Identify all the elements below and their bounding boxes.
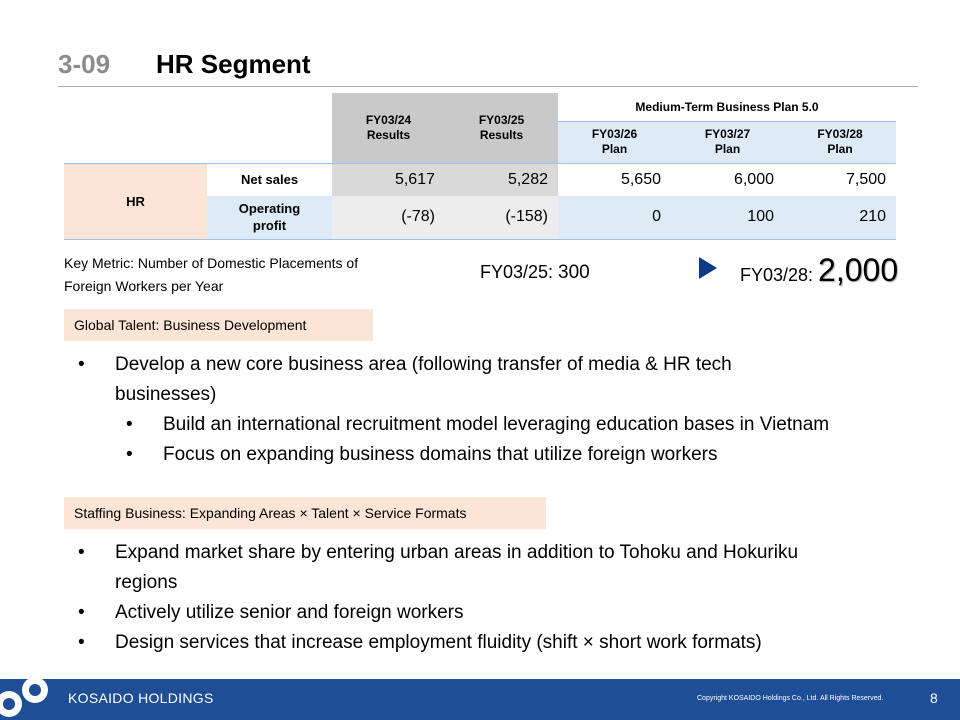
section-heading-global-talent: Global Talent: Business Development	[64, 309, 373, 341]
table-cell: 5,650	[558, 163, 671, 196]
list-item	[64, 598, 924, 628]
list-item-text: regions	[115, 572, 178, 593]
arrow-right-icon	[699, 257, 717, 279]
table-cell: 0	[558, 196, 671, 239]
table-row	[64, 163, 896, 196]
section-number: 3-09	[58, 49, 111, 79]
row-label-net-sales	[207, 163, 332, 196]
table-cell: 5,617	[332, 163, 445, 196]
column-header-fy0324	[332, 93, 445, 163]
page-number: 8	[930, 690, 938, 706]
table-cell: 210	[784, 196, 896, 239]
list-item-text: Develop a new core business area (following transfer of media & HR tech	[115, 354, 732, 375]
header-kind: Plan	[827, 142, 853, 156]
key-metric-current-value: 300	[558, 262, 590, 283]
header-kind: Results	[479, 127, 524, 142]
table-cell: 5,282	[445, 163, 558, 196]
title-row	[58, 49, 311, 83]
list-item-text: Focus on expanding business domains that utilize foreign workers	[163, 444, 718, 465]
column-header-fy0325	[445, 93, 558, 163]
table-cell: (-158)	[445, 196, 558, 239]
key-metric-label-line: Key Metric: Number of Domestic Placements of	[64, 255, 359, 271]
list-item-text: Design services that increase employment fluidity (shift × short work formats)	[115, 632, 762, 653]
page-title: HR Segment	[156, 49, 311, 79]
table-cell: 100	[671, 196, 784, 239]
key-metric-target-value: 2,000	[818, 252, 899, 288]
list-item-text: businesses)	[115, 384, 217, 405]
title-divider	[58, 86, 918, 87]
footer-brand: KOSAIDO HOLDINGS	[68, 690, 214, 706]
list-item	[64, 350, 924, 410]
column-header-fy0328	[784, 121, 896, 163]
section-heading-staffing: Staffing Business: Expanding Areas × Talent × Service Formats	[64, 497, 546, 529]
list-item	[64, 538, 924, 598]
bullet-list-global-talent	[64, 350, 924, 470]
list-item-text: Build an international recruitment model leveraging education bases in Vietnam	[163, 414, 830, 435]
key-metric-current-label: FY03/25:	[480, 262, 559, 282]
footer-copyright: Copyright KOSAIDO Holdings Co., Ltd. All Rights Reserved.	[697, 695, 884, 702]
list-item-text: Expand market share by entering urban areas in addition to Tohoku and Hokuriku	[115, 542, 799, 563]
header-kind: Plan	[601, 142, 628, 156]
list-item	[64, 628, 924, 658]
header-year: FY03/26	[591, 127, 638, 141]
column-header-fy0326	[558, 121, 671, 163]
key-metric-current	[480, 262, 590, 284]
table-corner-empty	[64, 93, 207, 163]
header-year: FY03/27	[704, 127, 751, 141]
column-header-fy0327	[671, 121, 784, 163]
list-item	[64, 410, 924, 440]
row-label-text: profit	[252, 218, 287, 234]
list-item-text: Actively utilize senior and foreign workers	[115, 602, 464, 623]
key-metric-label-line: Foreign Workers per Year	[64, 278, 224, 294]
plan-group-header: Medium-Term Business Plan 5.0	[558, 93, 896, 121]
row-label-text: Operating	[238, 201, 301, 217]
list-item	[64, 440, 924, 470]
financial-table	[64, 93, 896, 240]
key-metric-target-label: FY03/28:	[740, 265, 819, 285]
row-label-operating-profit	[207, 196, 332, 239]
bullet-list-staffing	[64, 538, 924, 658]
segment-label: HR	[64, 163, 207, 239]
table-cell: (-78)	[332, 196, 445, 239]
key-metric-target	[740, 252, 898, 289]
header-kind: Results	[366, 127, 411, 142]
table-cell: 7,500	[784, 163, 896, 196]
header-kind: Plan	[714, 142, 741, 156]
key-metric-label	[64, 252, 414, 298]
row-label-text: Net sales	[240, 172, 299, 188]
table-corner-empty	[207, 93, 332, 163]
company-logo-icon	[0, 676, 50, 720]
header-year: FY03/28	[817, 127, 863, 141]
table-cell: 6,000	[671, 163, 784, 196]
header-year: FY03/25	[478, 112, 525, 127]
header-year: FY03/24	[365, 112, 412, 127]
